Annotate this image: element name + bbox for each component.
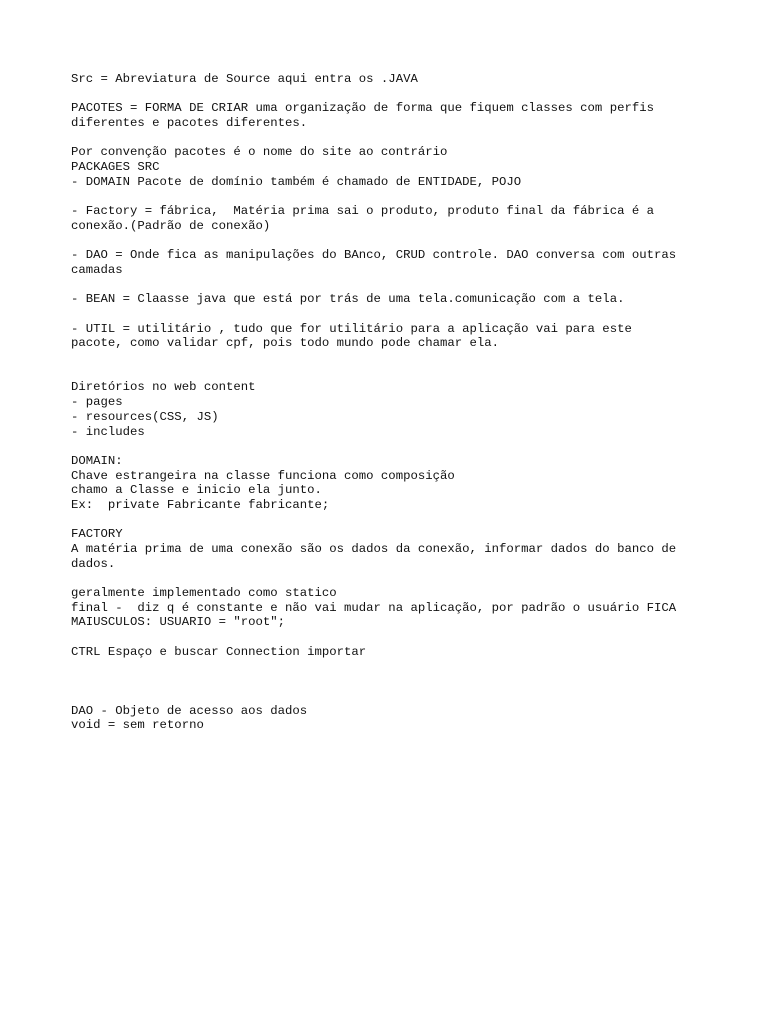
text-line: Src = Abreviatura de Source aqui entra os .JAVA [71, 72, 418, 86]
text-line: - DOMAIN Pacote de domínio também é chamado de ENTIDADE, POJO [71, 174, 522, 189]
text-line: diferentes e pacotes diferentes. [71, 116, 308, 131]
text-line: dados. [71, 556, 116, 571]
blank-line [71, 307, 711, 322]
text-line: - DAO = Onde fica as manipulações do BAnco, CRUD controle. DAO conversa com outras [71, 248, 677, 263]
text-line: - Factory = fábrica, Matéria prima sai o produto, produto final da fábrica é a [71, 204, 654, 219]
blank-line [71, 439, 711, 454]
blank-line [71, 571, 711, 586]
text-line: - pages [71, 395, 123, 410]
blank-line [71, 87, 711, 102]
text-line: DAO - Objeto de acesso aos dados [71, 703, 308, 718]
blank-line [71, 689, 711, 704]
text-line: - BEAN = Claasse java que está por trás de uma tela.comunicação com a tela. [71, 292, 625, 307]
text-line: Diretórios no web content [71, 380, 256, 395]
blank-line [71, 630, 711, 645]
text-line: - includes [71, 424, 145, 439]
text-line: void = sem retorno [71, 718, 204, 733]
text-line: PACOTES = FORMA DE CRIAR uma organização de forma que fiquem classes com perfis [71, 101, 654, 116]
document-text [71, 72, 711, 733]
blank-line [71, 190, 711, 205]
text-line: - resources(CSS, JS) [71, 409, 219, 424]
text-line: pacote, como validar cpf, pois todo mundo pode chamar ela. [71, 336, 500, 351]
blank-line [71, 660, 711, 675]
text-line: camadas [71, 262, 123, 277]
blank-line [71, 278, 711, 293]
text-line: DOMAIN: [71, 453, 123, 468]
text-line: Chave estrangeira na classe funciona como composição [71, 468, 455, 483]
text-line: MAIUSCULOS: USUARIO = "root"; [71, 615, 286, 630]
blank-line [71, 351, 711, 366]
text-line: Ex: private Fabricante fabricante; [71, 497, 330, 512]
text-line: FACTORY [71, 527, 123, 542]
text-line: conexão.(Padrão de conexão) [71, 218, 271, 233]
blank-line [71, 513, 711, 528]
text-line: CTRL Espaço e buscar Connection importar [71, 644, 367, 659]
text-line: PACKAGES SRC [71, 160, 160, 175]
blank-line [71, 131, 711, 146]
blank-line [71, 234, 711, 249]
text-line: final - diz q é constante e não vai mudar na aplicação, por padrão o usuário FICA [71, 600, 677, 615]
text-line: Por convenção pacotes é o nome do site ao contrário [71, 145, 448, 160]
blank-line [71, 674, 711, 689]
text-line: geralmente implementado como statico [71, 586, 337, 601]
text-line: - UTIL = utilitário , tudo que for utilitário para a aplicação vai para este [71, 321, 632, 336]
text-line: chamo a Classe e inicio ela junto. [71, 483, 322, 498]
blank-line [71, 366, 711, 381]
text-line: A matéria prima de uma conexão são os dados da conexão, informar dados do banco de [71, 542, 677, 556]
